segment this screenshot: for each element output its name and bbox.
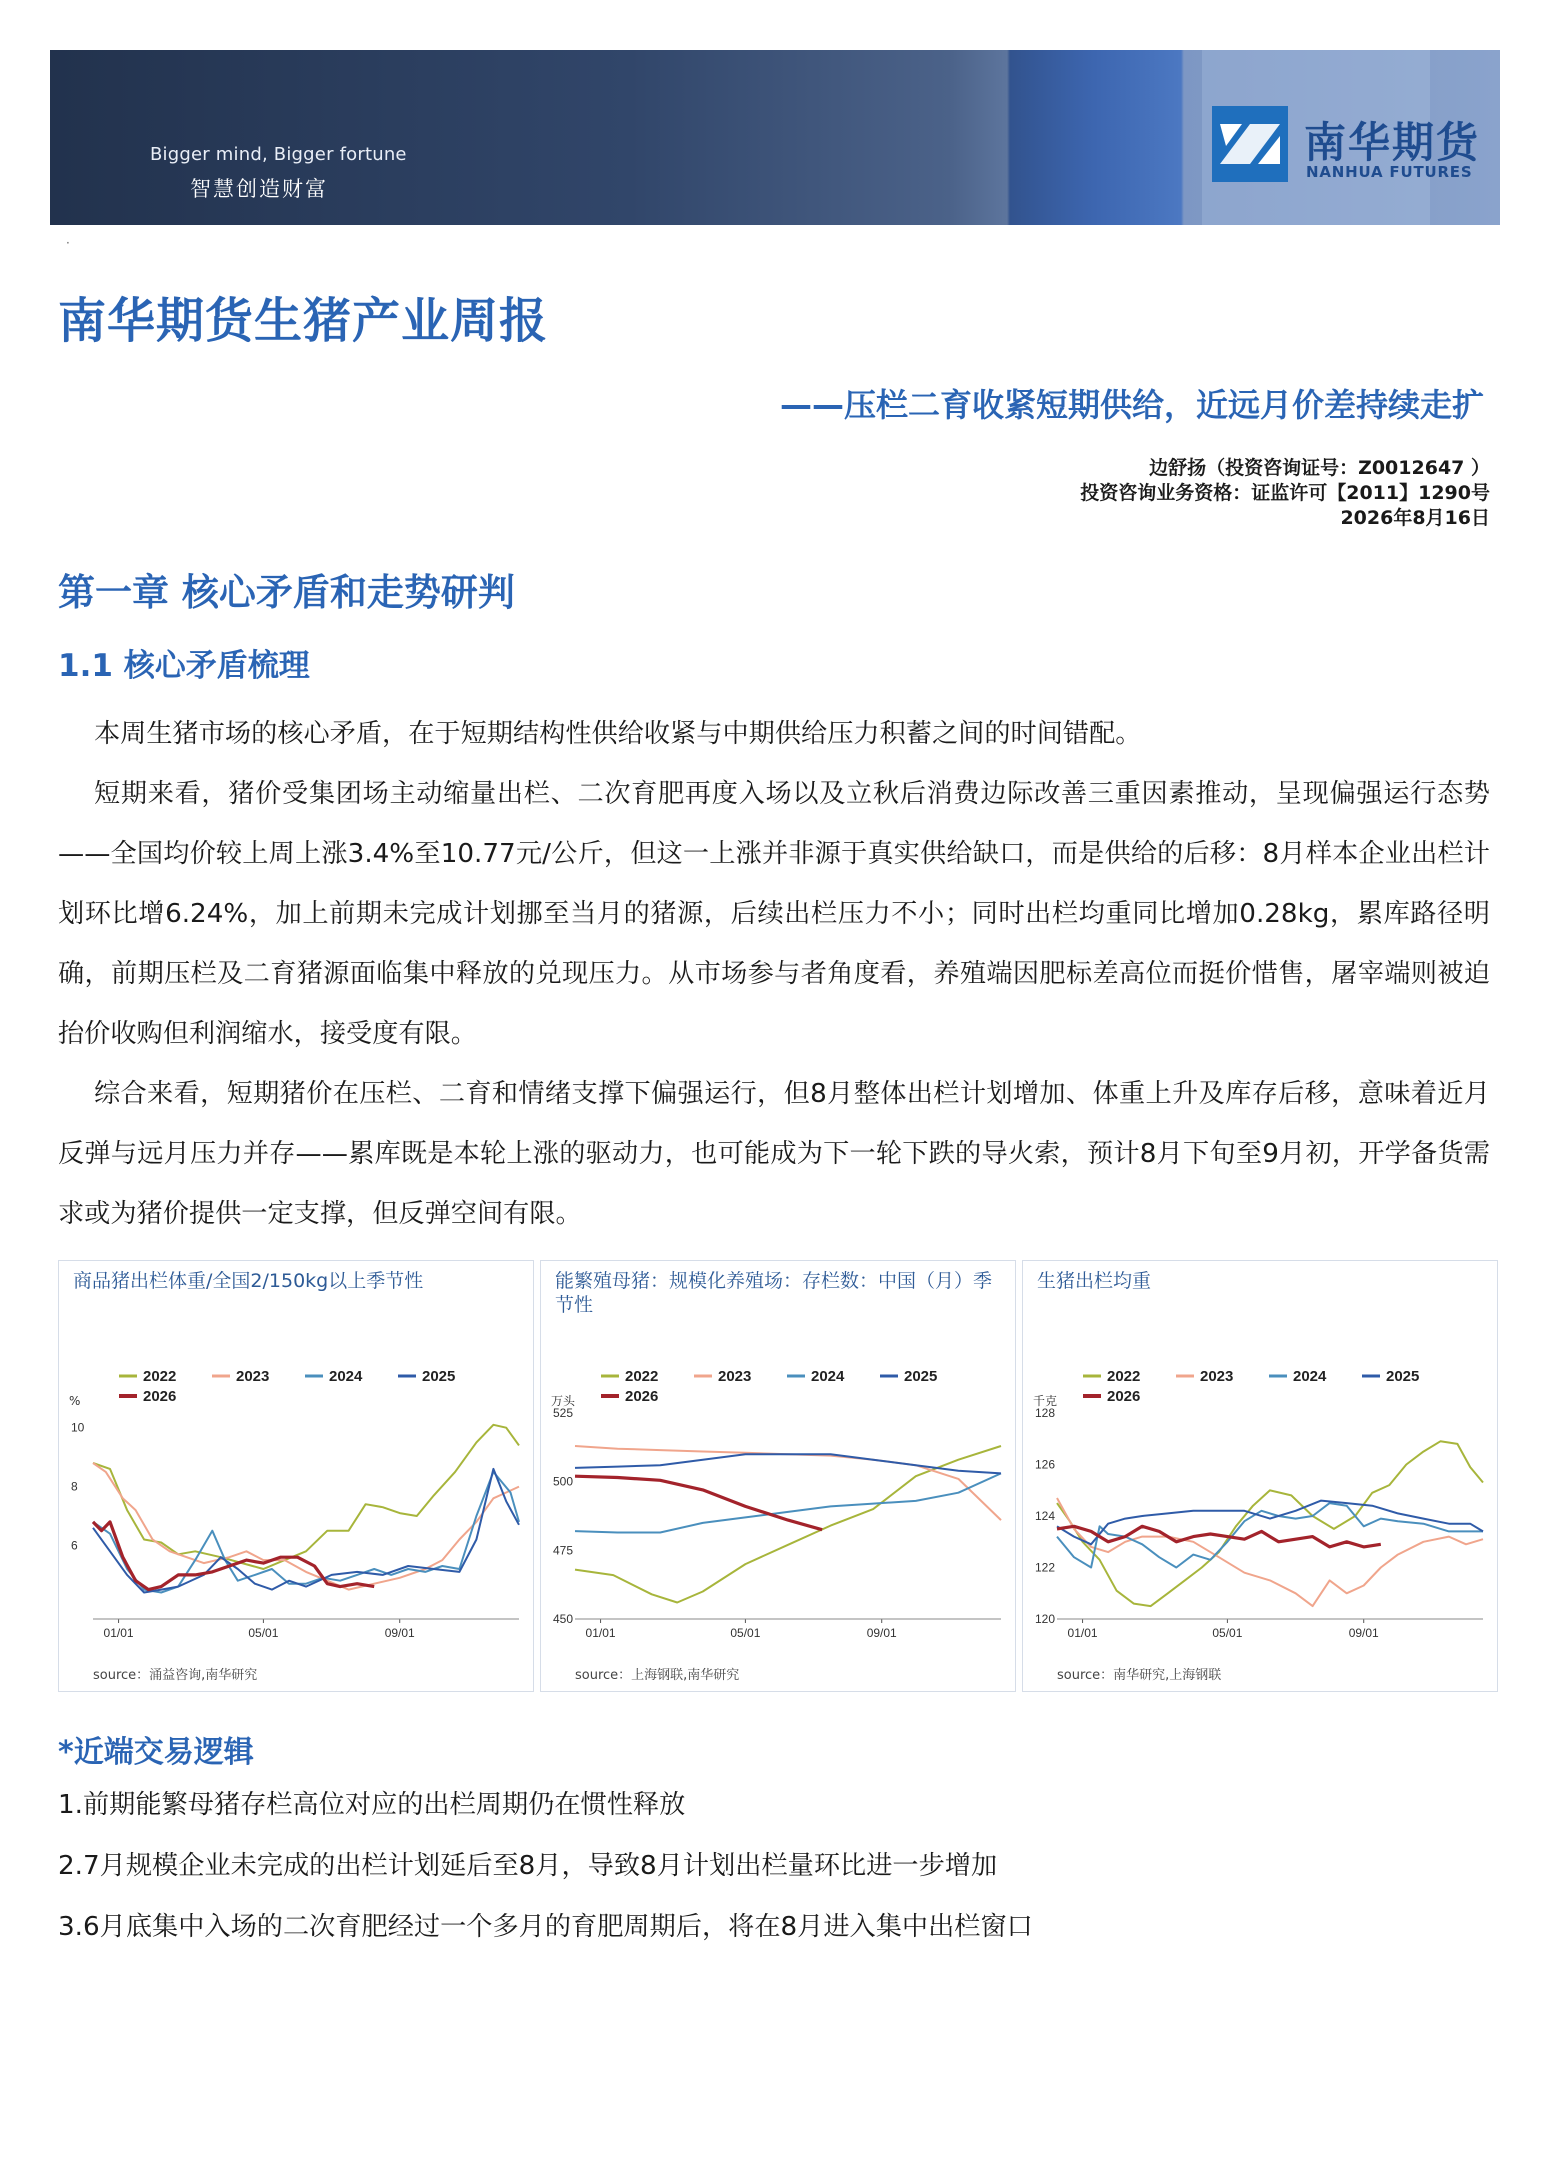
- chart-title: 能繁殖母猪：规模化养殖场：存栏数：中国（月）季节性: [555, 1270, 993, 1316]
- list-item: 2.7月规模企业未完成的出栏计划延后至8月，导致8月计划出栏量环比进一步增加: [58, 1851, 998, 1881]
- logo-mark-icon: [1212, 106, 1288, 182]
- chart-svg: [1023, 1261, 1497, 1691]
- y-tick-label: 126: [1035, 1457, 1056, 1472]
- series-line-2024: [575, 1473, 1001, 1532]
- legend-label: 2022: [625, 1368, 659, 1385]
- author-line: 边舒扬（投资咨询证号：Z0012647 ）: [1149, 457, 1490, 479]
- y-tick-label: 500: [553, 1474, 574, 1489]
- legend-label: 2026: [143, 1388, 177, 1405]
- legend-label: 2026: [625, 1388, 659, 1405]
- legend-label: 2023: [1200, 1368, 1234, 1385]
- section-heading: 1.1 核心矛盾梳理: [58, 648, 310, 684]
- logo-name: 南华期货: [1304, 118, 1481, 167]
- legend-label: 2024: [329, 1368, 363, 1385]
- legend-label: 2024: [811, 1368, 845, 1385]
- series-line-2025: [575, 1454, 1001, 1473]
- paragraph: 短期来看，猪价受集团场主动缩量出栏、二次育肥再度入场以及立秋后消费边际改善三重因素推动，呈现偏强运行态势——全国均价较上周上涨3.4%至10.77元/公斤，但这一上涨并非源于真实供给缺口，而是供给的后移：8月样本企业出栏计划环比增6.24%，加上前期未完成计划挪至当月的猪源，后续出栏压力不小；同时出栏均重同比增加0.28kg，累库路径明确，前期压栏及二育猪源面临集中释放的兑现压力。从市场参与者角度看，养殖端因肥标差高位而挺价惜售，屠宰端则被迫抬价收购但利润缩水，接受度有限。: [58, 779, 1490, 1049]
- series-line-2022: [575, 1446, 1001, 1603]
- legend-label: 2025: [422, 1368, 456, 1385]
- legend-label: 2024: [1293, 1368, 1327, 1385]
- series-line-2026: [1057, 1526, 1381, 1547]
- chart-panel: [58, 1260, 534, 1692]
- legend-label: 2022: [1107, 1368, 1141, 1385]
- report-title: 南华期货生猪产业周报: [58, 293, 549, 349]
- license-line: 投资咨询业务资格：证监许可【2011】1290号: [1080, 482, 1490, 504]
- paragraph: 综合来看，短期猪价在压栏、二育和情绪支撑下偏强运行，但8月整体出栏计划增加、体重上升及库存后移，意味着近月反弹与远月压力并存——累库既是本轮上涨的驱动力，也可能成为下一轮下跌的导火索，预计8月下旬至9月初，开学备货需求或为猪价提供一定支撑，但反弹空间有限。: [58, 1079, 1490, 1229]
- company-logo: [1212, 106, 1492, 186]
- x-tick-label: 05/01: [1212, 1626, 1243, 1640]
- series-line-2024: [93, 1472, 519, 1593]
- legend-label: 2025: [1386, 1368, 1420, 1385]
- series-line-2022: [93, 1425, 519, 1569]
- x-tick-label: 05/01: [248, 1626, 279, 1640]
- series-line-2025: [93, 1469, 519, 1593]
- y-tick-label: 122: [1035, 1560, 1056, 1575]
- x-tick-label: 09/01: [1348, 1626, 1379, 1640]
- y-tick-label: 124: [1035, 1509, 1056, 1523]
- y-tick-label: 128: [1035, 1406, 1056, 1420]
- x-tick-label: 09/01: [384, 1626, 415, 1640]
- y-tick-label: 10: [71, 1420, 85, 1435]
- chart-panel: [1022, 1260, 1498, 1692]
- x-tick-label: 09/01: [866, 1626, 897, 1640]
- y-unit-label: 千克: [1033, 1394, 1058, 1408]
- chart-title: 生猪出栏均重: [1037, 1270, 1152, 1292]
- chart-svg: [541, 1261, 1015, 1691]
- y-tick-label: 6: [71, 1538, 78, 1553]
- series-line-2026: [575, 1476, 822, 1530]
- x-tick-label: 01/01: [585, 1626, 616, 1640]
- paragraph: 本周生猪市场的核心矛盾，在于短期结构性供给收紧与中期供给压力积蓄之间的时间错配。: [94, 719, 1142, 749]
- chart-svg: [59, 1261, 533, 1691]
- header-dot: ·: [66, 236, 70, 250]
- chart-source: source：上海钢联,南华研究: [575, 1668, 740, 1683]
- x-tick-label: 01/01: [1067, 1626, 1098, 1640]
- slogan-cn: 智慧创造财富: [190, 177, 328, 201]
- near-logic-heading: *近端交易逻辑: [58, 1735, 254, 1770]
- chart-source: source：涌益咨询,南华研究: [93, 1668, 258, 1683]
- y-tick-label: 120: [1035, 1612, 1056, 1626]
- legend-label: 2026: [1107, 1388, 1141, 1405]
- date-line: 2026年8月16日: [1340, 507, 1490, 529]
- slogan-en: Bigger mind, Bigger fortune: [150, 144, 407, 165]
- legend-label: 2022: [143, 1368, 177, 1385]
- logo-sub: NANHUA FUTURES: [1306, 163, 1473, 181]
- y-unit-label: %: [69, 1394, 81, 1408]
- series-line-2023: [575, 1446, 1001, 1520]
- report-subtitle: ——压栏二育收紧短期供给，近远月价差持续走扩: [779, 386, 1484, 424]
- x-tick-label: 01/01: [103, 1626, 134, 1640]
- list-item: 3.6月底集中入场的二次育肥经过一个多月的育肥周期后，将在8月进入集中出栏窗口: [58, 1912, 1033, 1942]
- legend-label: 2023: [718, 1368, 752, 1385]
- chart-source: source：南华研究,上海钢联: [1057, 1668, 1222, 1683]
- list-item: 1.前期能繁母猪存栏高位对应的出栏周期仍在惯性释放: [58, 1790, 686, 1820]
- y-tick-label: 450: [553, 1612, 574, 1626]
- legend-label: 2025: [904, 1368, 938, 1385]
- y-unit-label: 万头: [551, 1394, 576, 1408]
- legend-label: 2023: [236, 1368, 270, 1385]
- chapter-heading: 第一章 核心矛盾和走势研判: [58, 571, 515, 614]
- chart-title: 商品猪出栏体重/全国2/150kg以上季节性: [73, 1270, 424, 1292]
- chart-panel: [540, 1260, 1016, 1692]
- x-tick-label: 05/01: [730, 1626, 761, 1640]
- author-meta: [1080, 456, 1490, 531]
- y-tick-label: 525: [553, 1406, 574, 1420]
- y-tick-label: 475: [553, 1543, 574, 1558]
- y-tick-label: 8: [71, 1479, 78, 1494]
